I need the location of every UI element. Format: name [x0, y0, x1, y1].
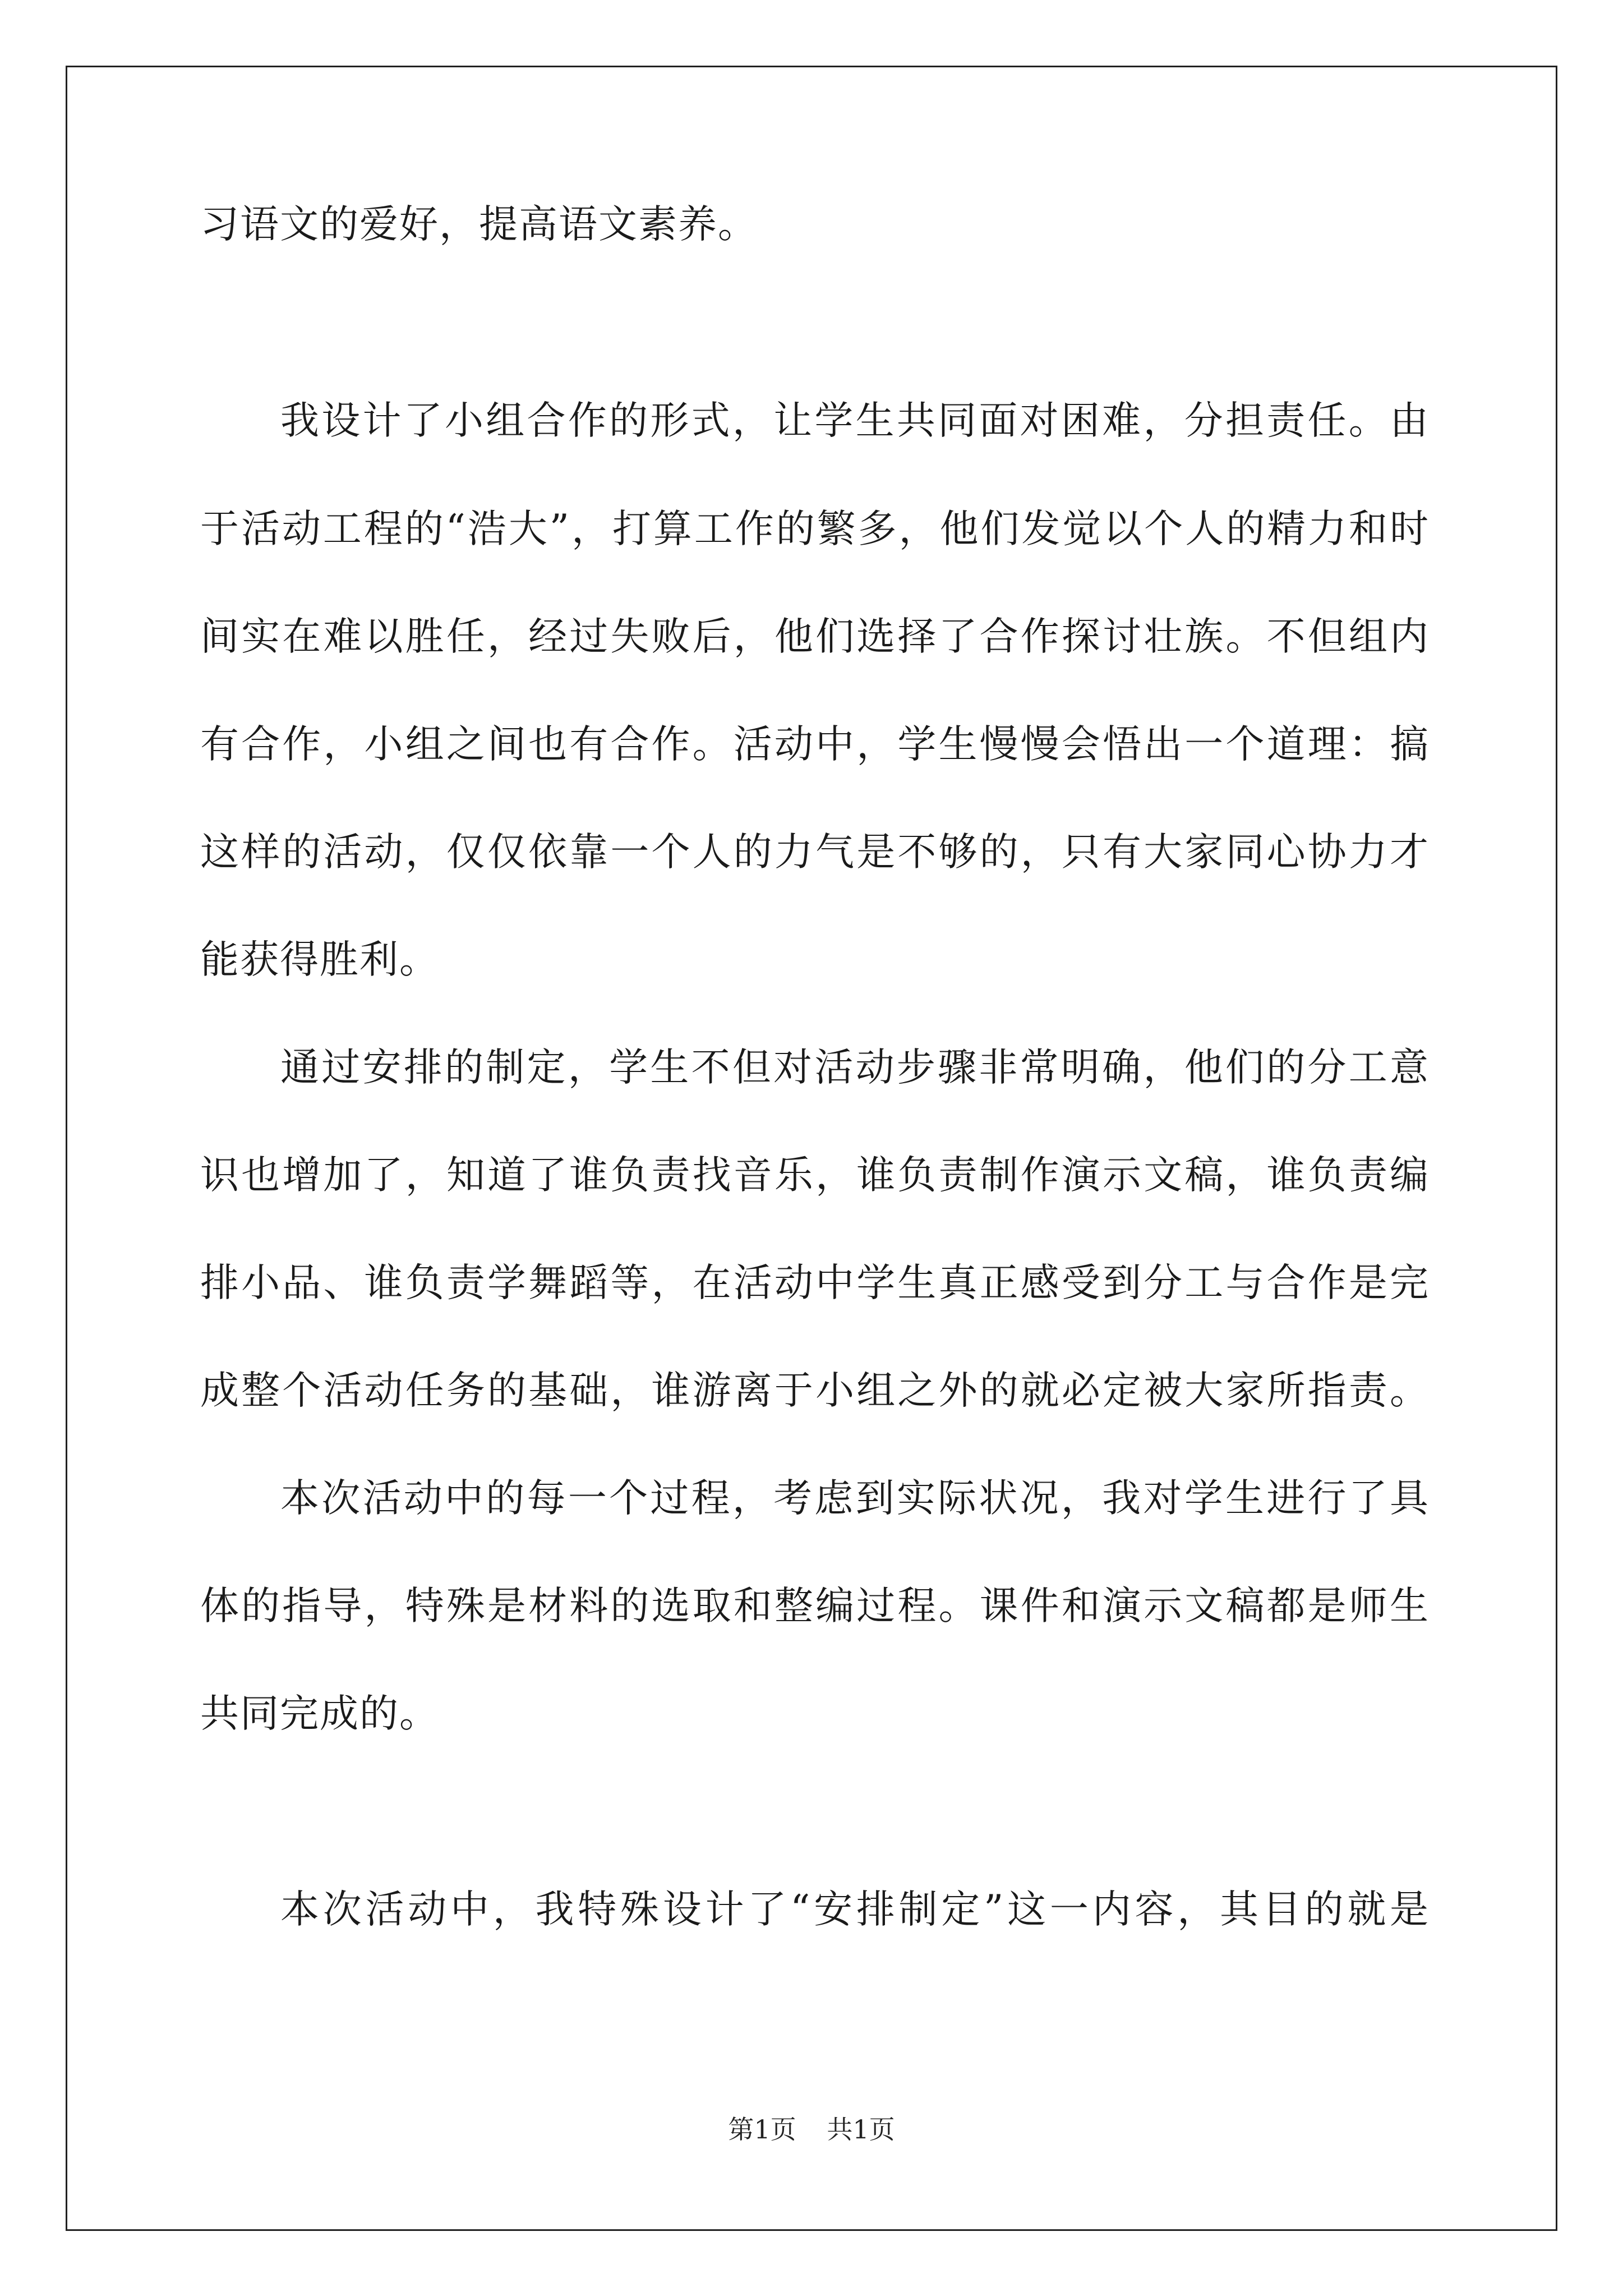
text-line: 识也增加了，知道了谁负责找音乐，谁负责制作演示文稿，谁负责编	[200, 1153, 1430, 1198]
text-line: 成整个活动任务的基础，谁游离于小组之外的就必定被大家所指责。	[200, 1368, 1430, 1413]
text-line: 共同完成的。	[200, 1691, 439, 1736]
text-line: 本次活动中，我特殊设计了“安排制定”这一内容，其目的就是	[280, 1887, 1430, 1932]
text-line: 习语文的爱好，提高语文素养。	[200, 202, 758, 247]
page-footer	[0, 2113, 1623, 2146]
text-line: 能获得胜利。	[200, 937, 439, 982]
page-number: 第1页	[728, 2114, 796, 2145]
text-line: 本次活动中的每一个过程，考虑到实际状况，我对学生进行了具	[280, 1476, 1430, 1521]
text-line: 这样的活动，仅仅依靠一个人的力气是不够的，只有大家同心协力才	[200, 830, 1430, 875]
text-line: 通过安排的制定，学生不但对活动步骤非常明确，他们的分工意	[280, 1045, 1430, 1090]
text-line: 我设计了小组合作的形式，让学生共同面对困难，分担责任。由	[280, 398, 1430, 443]
text-line: 于活动工程的“浩大”，打算工作的繁多，他们发觉以个人的精力和时	[200, 507, 1430, 551]
text-line: 有合作，小组之间也有合作。活动中，学生慢慢会悟出一个道理：搞	[200, 722, 1430, 767]
text-line: 排小品、谁负责学舞蹈等，在活动中学生真正感受到分工与合作是完	[200, 1260, 1430, 1305]
page-total: 共1页	[827, 2114, 895, 2145]
text-line: 间实在难以胜任，经过失败后，他们选择了合作探讨壮族。不但组内	[200, 614, 1430, 659]
text-line: 体的指导，特殊是材料的选取和整编过程。课件和演示文稿都是师生	[200, 1584, 1430, 1628]
